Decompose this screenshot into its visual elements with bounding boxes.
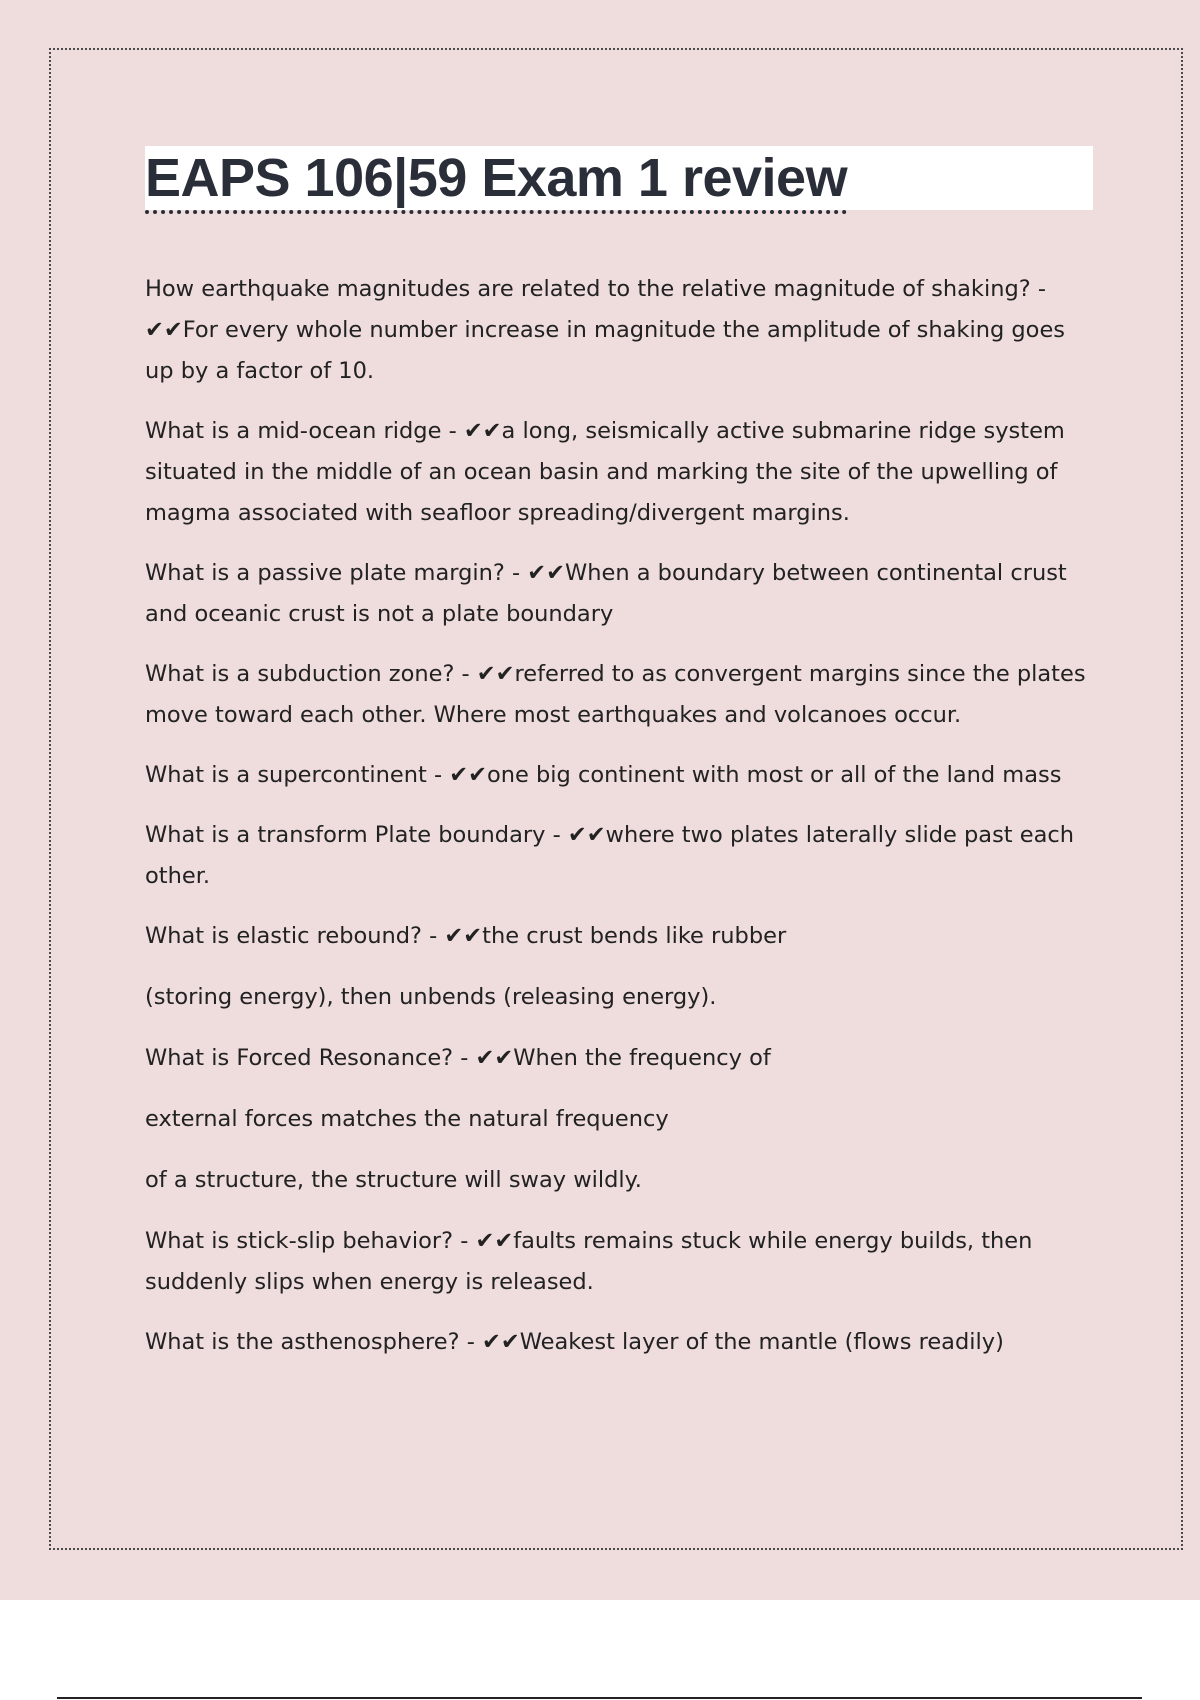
qa-paragraph-asthenosphere: What is the asthenosphere? - ✔✔Weakest layer of the mantle (flows readily) — [145, 1329, 1004, 1355]
qa-paragraph-elastic-rebound: What is elastic rebound? - ✔✔the crust bends like rubber — [145, 923, 787, 949]
qa-paragraph-stick-slip: What is stick-slip behavior? - ✔✔faults remains stuck while energy builds, then suddenly slips when energy is released. — [145, 1228, 1033, 1295]
document-body — [145, 269, 1095, 1382]
qa-paragraph-transform-boundary: What is a transform Plate boundary - ✔✔where two plates laterally slide past each other. — [145, 822, 1075, 889]
qa-paragraph-forced-resonance-cont2: of a structure, the structure will sway wildly. — [145, 1167, 642, 1193]
qa-paragraph-mid-ocean-ridge: What is a mid-ocean ridge - ✔✔a long, seismically active submarine ridge system situated in the middle of an ocean basin and marking the site of the upwelling of magma associated with seafloor spreading/divergent margins. — [145, 418, 1065, 526]
qa-paragraph-forced-resonance-cont1: external forces matches the natural frequency — [145, 1106, 669, 1132]
qa-paragraph-passive-margin: What is a passive plate margin? - ✔✔When a boundary between continental crust and oceanic crust is not a plate boundary — [145, 560, 1067, 627]
qa-paragraph-supercontinent: What is a supercontinent - ✔✔one big continent with most or all of the land mass — [145, 762, 1062, 788]
document-title: EAPS 106|59 Exam 1 review — [145, 146, 847, 214]
qa-paragraph-forced-resonance: What is Forced Resonance? - ✔✔When the frequency of — [145, 1045, 771, 1071]
footer-rule — [57, 1697, 1142, 1699]
qa-paragraph-elastic-rebound-cont: (storing energy), then unbends (releasing energy). — [145, 984, 717, 1010]
qa-paragraph-subduction-zone: What is a subduction zone? - ✔✔referred to as convergent margins since the plates move toward each other. Where most earthquakes and volcanoes occur. — [145, 661, 1086, 728]
qa-paragraph-magnitude: How earthquake magnitudes are related to the relative magnitude of shaking? - ✔✔For every whole number increase in magnitude the amplitude of shaking goes up by a factor of 10. — [145, 276, 1066, 384]
